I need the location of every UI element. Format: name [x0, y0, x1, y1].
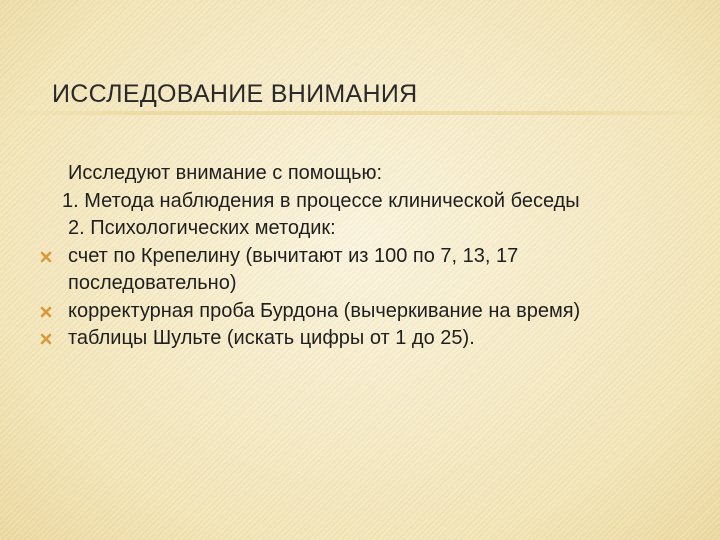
bullet-text: таблицы Шульте (искать цифры от 1 до 25). — [68, 327, 475, 349]
bullet-text: корректурная проба Бурдона (вычеркивание на время) — [68, 299, 581, 322]
x-mark-icon — [40, 251, 52, 263]
bullet-item — [40, 243, 660, 298]
x-mark-icon — [40, 306, 52, 318]
numbered-item-1: 1. Метода наблюдения в процессе клинической беседы — [62, 189, 580, 212]
slide-title: ИССЛЕДОВАНИЕ ВНИМАНИЯ — [52, 80, 418, 108]
numbered-item-2: 2. Психологических методик: — [68, 217, 336, 239]
bullet-item — [40, 298, 660, 326]
title-bar — [52, 70, 682, 115]
bullet-item — [40, 325, 660, 353]
x-mark-icon — [40, 333, 52, 345]
slide-content — [40, 160, 660, 353]
bullet-text: счет по Крепелину (вычитают из 100 по 7, 13, 17 последовательно) — [68, 244, 519, 294]
intro-line: Исследуют внимание с помощью: — [68, 162, 383, 184]
